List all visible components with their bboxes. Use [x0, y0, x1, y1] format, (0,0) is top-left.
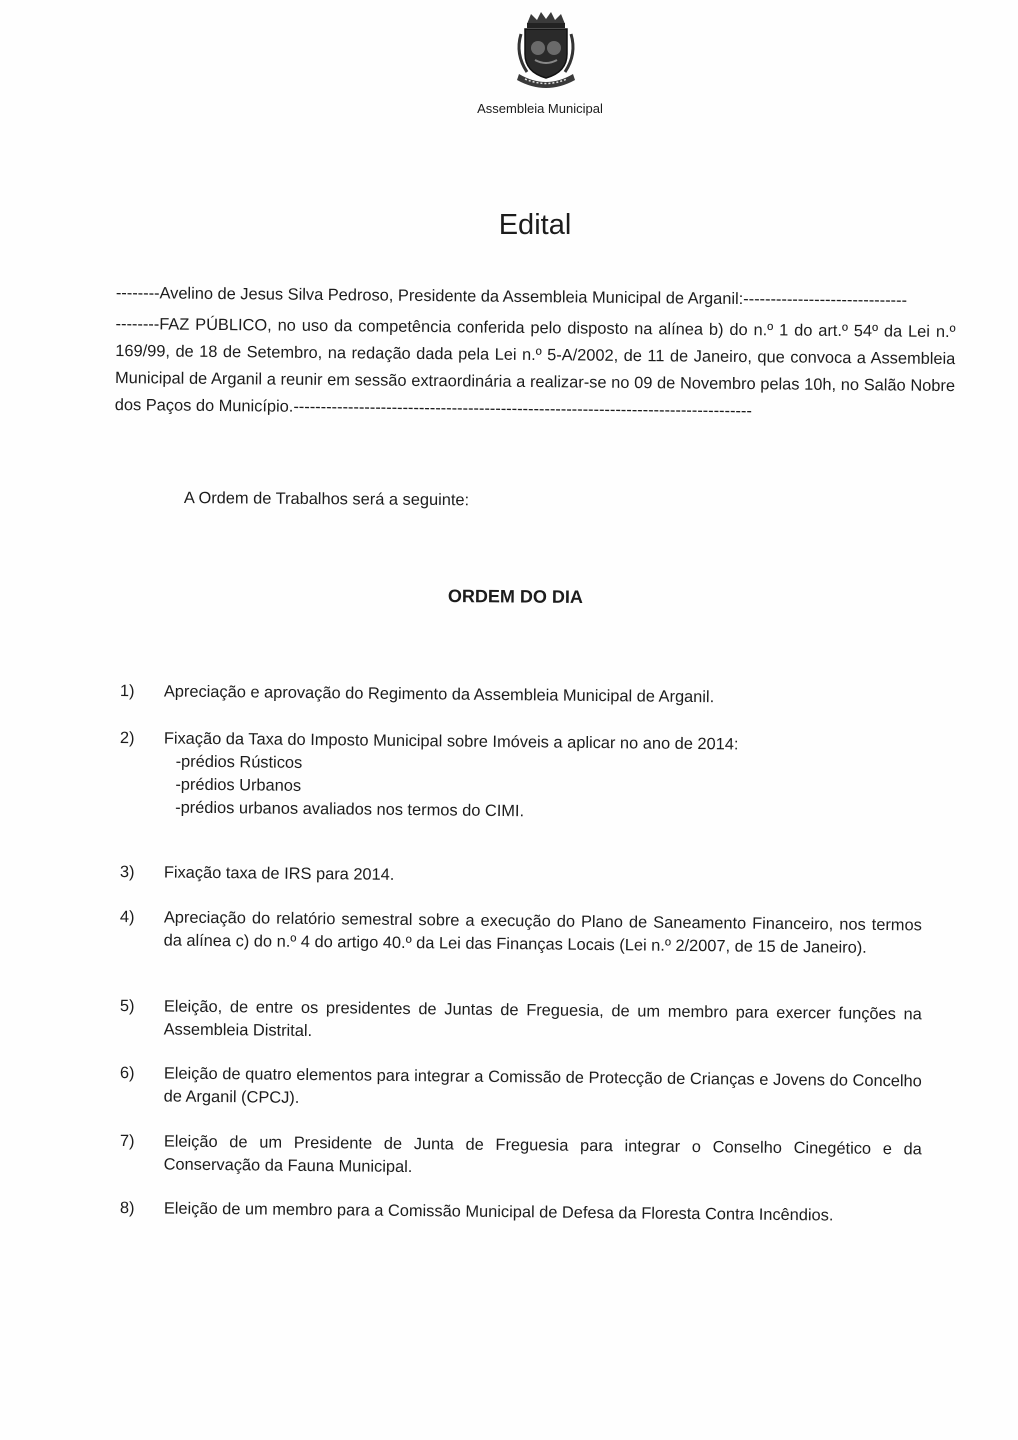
intro-paragraph-1: --------Avelino de Jesus Silva Pedroso, Presidente da Assembleia Municipal de Arganil:------------------------------: [115, 283, 908, 310]
intro-block: [115, 280, 956, 427]
agenda-item-number: 8): [119, 1198, 135, 1218]
agenda-item-body: [163, 727, 922, 827]
agenda-item-number: 3): [119, 862, 135, 882]
agenda-item-text: Eleição, de entre os presidentes de Juntas de Freguesia, de um membro para exercer funções na Assembleia Distrital.: [163, 997, 922, 1041]
agenda-item-text: Fixação da Taxa do Imposto Municipal sobre Imóveis a aplicar no ano de 2014:: [163, 729, 739, 754]
agenda-subitem: -prédios urbanos avaliados nos termos do CIMI.: [175, 798, 525, 821]
agenda-subitem: -prédios Rústicos: [175, 752, 303, 772]
agenda-item-number: 5): [119, 996, 135, 1016]
agenda-item: [119, 680, 920, 707]
agenda-title: ORDEM DO DIA: [447, 586, 583, 607]
agenda-item: [119, 861, 920, 884]
agenda-item: [119, 1197, 920, 1225]
agenda-item-text: Eleição de quatro elementos para integrar a Comissão de Protecção de Crianças e Jovens do Concelho de Arganil (CPCJ).: [163, 1064, 922, 1107]
agenda-item-text: Apreciação do relatório semestral sobre a execução do Plano de Saneamento Financeiro, nos termos da alínea c) do n.º 4 do artigo 40.º da Lei das Finanças Locais (Lei n.º 2/2007, de 15 de Janeiro).: [163, 908, 922, 957]
agenda-item-text: Eleição de um membro para a Comissão Municipal de Defesa da Floresta Contra Incêndios.: [163, 1199, 834, 1225]
agenda-item: [119, 995, 922, 1041]
agenda-item-text: Eleição de um Presidente de Junta de Freguesia para integrar o Conselho Cinegético e da Conservação da Fauna Municipal.: [163, 1132, 922, 1177]
agenda-item-number: 6): [119, 1063, 135, 1083]
agenda-item-number: 7): [119, 1131, 135, 1151]
agenda-item-text: Fixação taxa de IRS para 2014.: [163, 863, 395, 884]
organization-name: Assembleia Municipal: [477, 101, 603, 116]
agenda-item: [119, 727, 920, 821]
intro-paragraph-2: --------FAZ PÚBLICO, no uso da competência conferida pelo disposto na alínea b) do n.º 1 do art.º 54º da Lei n.º 169/99, de 18 de Setembro, na redação dada pela Lei n.º 5-A/2002, de 11 de Janeiro, que convoca a Assembleia Municipal de Arganil a reunir em sessão extraordinária a realizar-se no 09 de Novembro pelas 10h, no Salão Nobre dos Paços do Município.------------------------------------------------------------------------------------: [114, 314, 956, 421]
municipal-coat-of-arms-icon: [505, 8, 587, 90]
agenda-intro: A Ordem de Trabalhos será a seguinte:: [183, 489, 470, 510]
agenda-item-number: 4): [119, 907, 135, 927]
document-title: Edital: [498, 209, 572, 241]
agenda-item: [119, 1062, 922, 1107]
agenda-item: [119, 1130, 922, 1177]
agenda-item: [119, 906, 922, 957]
agenda-subitem: -prédios Urbanos: [175, 775, 302, 795]
agenda-item-text: Apreciação e aprovação do Regimento da Assembleia Municipal de Arganil.: [163, 682, 715, 707]
agenda-item-number: 2): [119, 728, 135, 748]
agenda-item-number: 1): [119, 681, 135, 701]
